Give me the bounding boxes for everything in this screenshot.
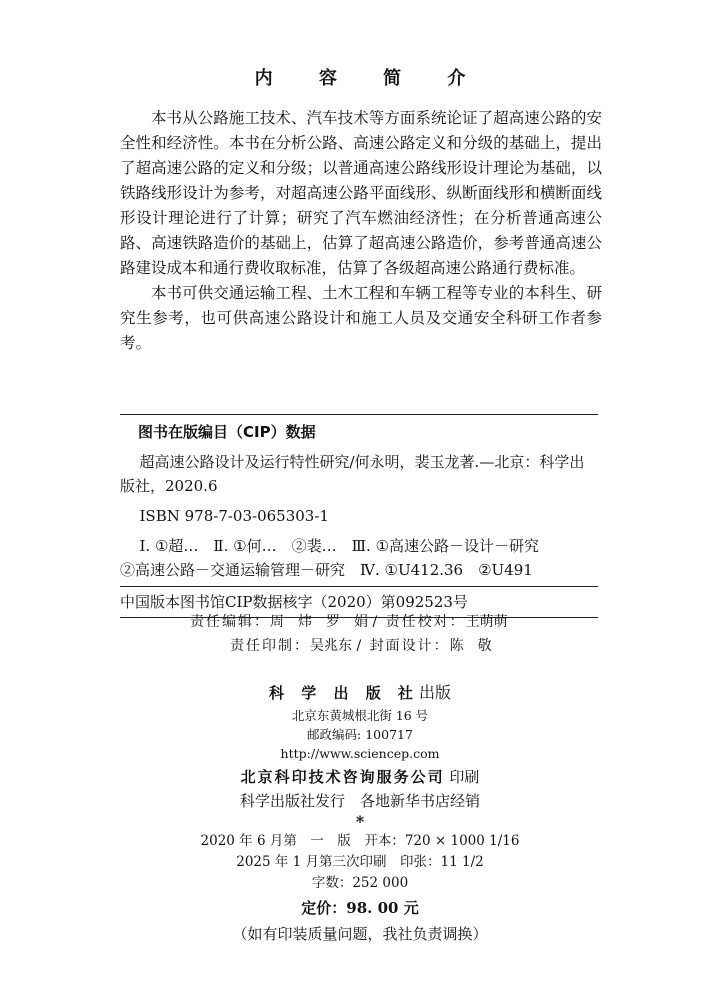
cip-description: 超高速公路设计及运行特性研究/何永明，裴玉龙著.—北京：科学出版社，2020.6 bbox=[120, 453, 585, 495]
printer-name: 北京科印技术咨询服务公司 bbox=[240, 768, 445, 786]
publisher-address: 北京东黄城根北街 16 号 bbox=[291, 708, 429, 723]
publisher-postcode: 邮政编码: 100717 bbox=[307, 727, 413, 742]
synopsis-paragraph-1: 本书从公路施工技术、汽车技术等方面系统论证了超高速公路的安全性和经济性。本书在分析公路、高速公路定义和分级的基础上，提出了超高速公路的定义和分级；以普通高速公路线形设计理论为基础，以铁路线形设计为参考，对超高速公路平面线形、纵断面线形和横断面线形设计理论进行了计算；研究了汽车燃油经济性；在分析普通高速公路、高速铁路造价的基础上，估算了超高速公路造价，参考普通高速公路建设成本和通行费收取标准，估算了各级超高速公路通行费标准。 bbox=[120, 109, 602, 277]
printer-line bbox=[0, 765, 720, 789]
editor-label: 责任编辑： bbox=[190, 614, 270, 630]
editor-names: 周 炜 罗 娟 bbox=[270, 614, 368, 630]
printer-action: 印刷 bbox=[449, 768, 480, 786]
cover-label: / 封面设计： bbox=[356, 638, 450, 654]
publisher-name: 科 学 出 版 社 bbox=[269, 684, 419, 702]
synopsis bbox=[120, 106, 602, 356]
cip-divider bbox=[120, 586, 598, 587]
credit-row-editors bbox=[0, 610, 720, 634]
printing-label: 责任印制： bbox=[230, 638, 310, 654]
printing-name: 吴兆东 bbox=[310, 638, 352, 654]
credit-row-printing bbox=[0, 634, 720, 658]
cip-classification-2: ②高速公路－交通运输管理－研究 Ⅳ. ①U412.36 ②U491 bbox=[120, 561, 533, 579]
word-count: 字数：252 000 bbox=[311, 875, 409, 891]
cip-heading: 图书在版编目（CIP）数据 bbox=[138, 423, 316, 441]
synopsis-paragraph-2: 本书可供交通运输工程、土木工程和车辆工程等专业的本科生、研究生参考，也可供高速公路设计和施工人员及交通安全科研工作者参考。 bbox=[120, 284, 602, 352]
page-title: 内 容 简 介 bbox=[254, 68, 486, 89]
cip-classification-1: Ⅰ. ①超… Ⅱ. ①何… ②裴… Ⅲ. ①高速公路－设计－研究 bbox=[139, 537, 540, 555]
proofreader-label: / 责任校对： bbox=[372, 614, 466, 630]
separator-star: * bbox=[355, 812, 365, 831]
publication-info bbox=[0, 680, 720, 946]
distribution: 科学出版社发行 各地新华书店经销 bbox=[239, 792, 480, 810]
price: 定价：98. 00 元 bbox=[301, 899, 419, 917]
quality-notice: （如有印装质量问题，我社负责调换） bbox=[232, 925, 488, 943]
publisher-action: 出版 bbox=[418, 683, 451, 702]
cip-isbn: ISBN 978-7-03-065303-1 bbox=[139, 507, 329, 525]
publisher-website: http://www.sciencep.com bbox=[280, 746, 440, 761]
cip-block bbox=[120, 414, 598, 618]
credits bbox=[0, 610, 720, 658]
printing-info: 2025 年 1 月第三次印刷 印张：11 1/2 bbox=[236, 854, 484, 870]
cover-designer: 陈 敬 bbox=[449, 638, 492, 654]
publisher-line bbox=[0, 680, 720, 706]
edition-info: 2020 年 6 月第 一 版 开本：720 × 1000 1/16 bbox=[200, 833, 520, 849]
proofreader-name: 王萌萌 bbox=[465, 614, 508, 630]
cip-check-number: 中国版本图书馆CIP数据核字（2020）第092523号 bbox=[120, 593, 468, 611]
